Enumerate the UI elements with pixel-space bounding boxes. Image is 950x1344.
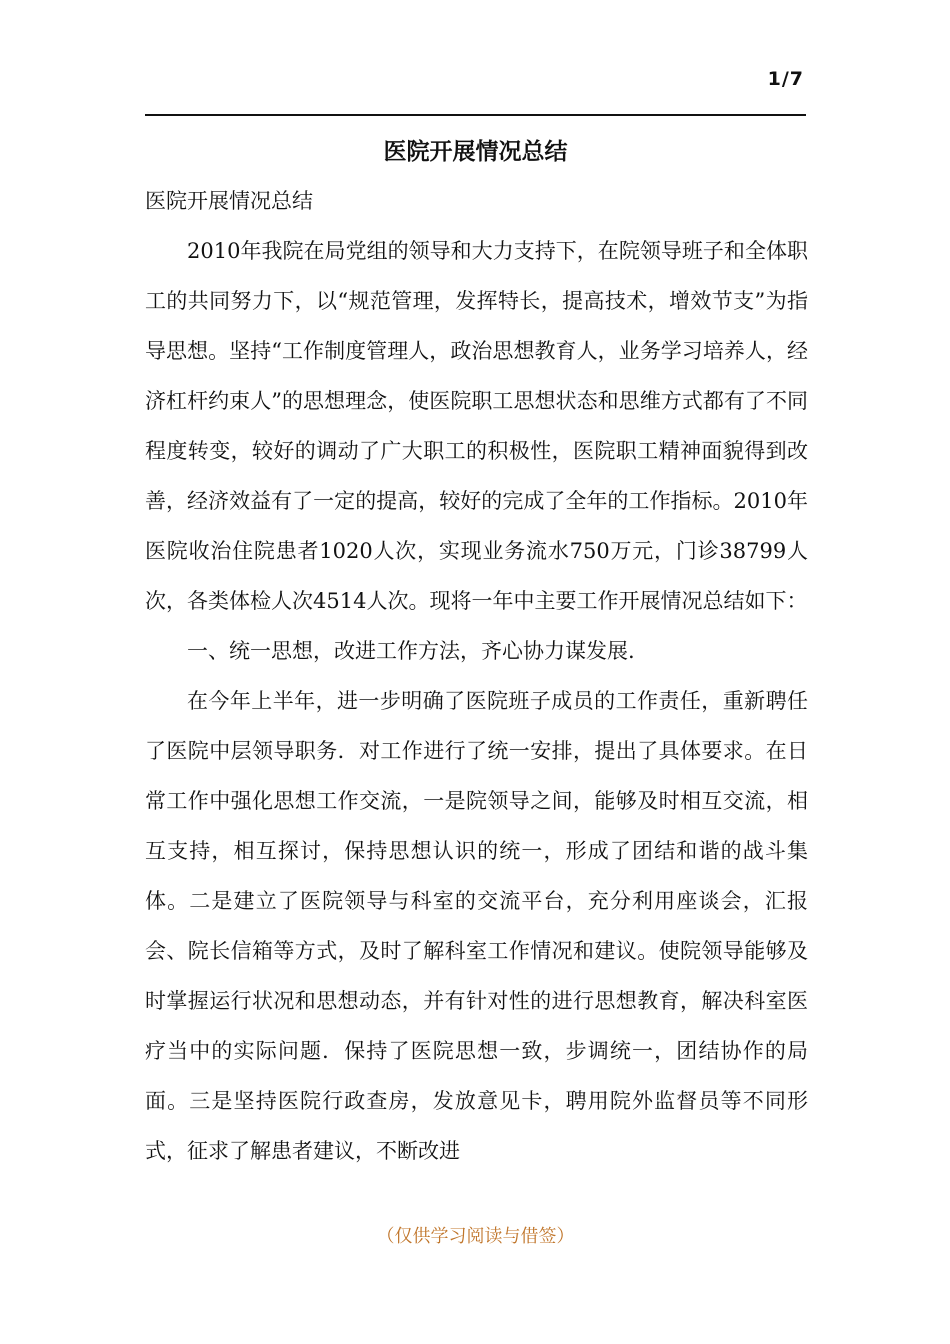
section-paragraph: 在今年上半年，进一步明确了医院班子成员的工作责任，重新聘任了医院中层领导职务．对工作进行了统一安排，提出了具体要求。在日常工作中强化思想工作交流，一是院领导之间，能够及时相互交流，相互支持，相互探讨，保持思想认识的统一，形成了团结和谐的战斗集体。二是建立了医院领导与科室的交流平台，充分利用座谈会，汇报会、院长信箱等方式，及时了解科室工作情况和建议。使院领导能够及时掌握运行状况和思想动态，并有针对性的进行思想教育，解决科室医疗当中的实际问题．保持了医院思想一致，步调统一，团结协作的局面。三是坚持医院行政查房，发放意见卡，聘用院外监督员等不同形式，征求了解患者建议，不断改进 [145, 689, 808, 1163]
document-body [145, 176, 808, 1176]
document-title: 医院开展情况总结 [383, 138, 568, 165]
page-number: 1/7 [767, 68, 804, 90]
section-heading: 一、统一思想，改进工作方法，齐心协力谋发展. [187, 639, 635, 663]
footer-note: （仅供学习阅读与借签） [376, 1226, 575, 1247]
header-divider [145, 114, 806, 116]
intro-paragraph: 2010年我院在局党组的领导和大力支持下，在院领导班子和全体职工的共同努力下，以“规范管理，发挥特长，提高技术，增效节支”为指导思想。坚持“工作制度管理人，政治思想教育人，业务学习培养人，经济杠杆约束人”的思想理念，使医院职工思想状态和思维方式都有了不同程度转变，较好的调动了广大职工的积极性，医院职工精神面貌得到改善，经济效益有了一定的提高，较好的完成了全年的工作指标。2010年医院收治住院患者1020人次，实现业务流水750万元，门诊38799人次，各类体检人次4514人次。现将一年中主要工作开展情况总结如下： [145, 239, 808, 613]
subtitle-paragraph: 医院开展情况总结 [145, 189, 313, 213]
